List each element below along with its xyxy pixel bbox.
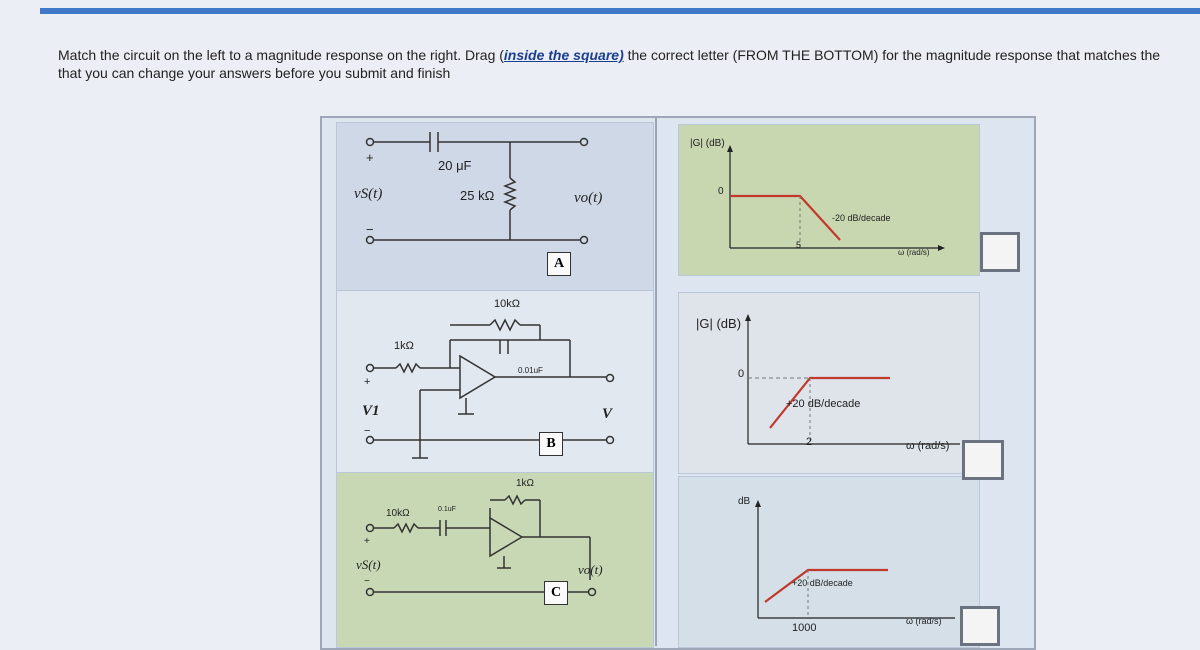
response-2-ylabel: |G| (dB) [696,316,742,331]
circuit-a-input-label: vS(t) [354,186,383,202]
response-2-xlabel: ω (rad/s) [906,440,950,452]
response-1-plot [727,145,945,251]
response-3-ylabel: dB [738,496,751,507]
circuit-b-input-resistor-label: 1kΩ [394,340,414,352]
instructions-link: inside the square) [503,47,624,63]
response-2-corner-label: 2 [806,436,813,448]
response-3-plot [755,500,955,618]
response-1-xlabel: ω (rad/s) [898,248,930,257]
circuit-c-input-resistor-label: 10kΩ [386,508,410,519]
circuit-b-feedback-resistor-label: 10kΩ [494,298,520,310]
circuit-b-output-label: V [602,406,613,422]
circuit-c-capacitor-label: 0.1uF [438,506,456,513]
circuit-c-feedback-resistor-label: 1kΩ [516,478,535,489]
circuit-a-resistor-label: 25 kΩ [460,188,495,203]
response-2-plot [745,314,960,444]
instructions-part1: Match the circuit on the left to a magnitude response on the right. Drag ( [58,47,504,63]
response-2-slope-label: +20 dB/decade [786,398,861,410]
circuit-c-output-label: vo(t) [578,562,603,577]
circuit-b-minus: − [364,425,371,437]
instructions-line2: that you can change your answers before you submit and finish [58,65,451,81]
response-1-slope-label: -20 dB/decade [832,213,891,223]
circuit-c-input-label: vS(t) [356,557,381,572]
circuit-a-minus: − [366,222,374,237]
circuit-b-feedback-capacitor-label: 0.01uF [518,366,543,375]
circuit-c-minus: − [364,576,370,587]
letter-c-draggable[interactable]: C [544,581,568,605]
response-2-zero-label: 0 [738,368,745,380]
letter-a-draggable[interactable]: A [547,252,571,276]
response-1-corner-label: 5 [796,240,802,250]
letter-b-draggable[interactable]: B [539,432,563,456]
drop-box-response-1[interactable] [980,232,1020,272]
circuit-c-plus: + [364,536,370,547]
response-3-slope-label: +20 dB/decade [792,578,853,588]
circuit-b-plus: + [364,376,371,388]
drop-box-response-2[interactable] [962,440,1004,480]
response-1-ylabel: |G| (dB) [690,138,725,149]
response-1-zero-label: 0 [718,186,724,197]
circuit-a-capacitor-label: 20 μF [438,158,472,173]
circuit-a-output-label: vo(t) [574,190,603,206]
instructions-part2: the correct letter (FROM THE BOTTOM) for the magnitude response that matches the [623,47,1161,63]
circuit-b-input-label: V1 [362,403,380,419]
drop-box-response-3[interactable] [960,606,1000,646]
response-3-xlabel: ω (rad/s) [906,616,942,626]
response-3-corner-label: 1000 [792,622,817,634]
circuit-a-plus: + [366,150,374,165]
